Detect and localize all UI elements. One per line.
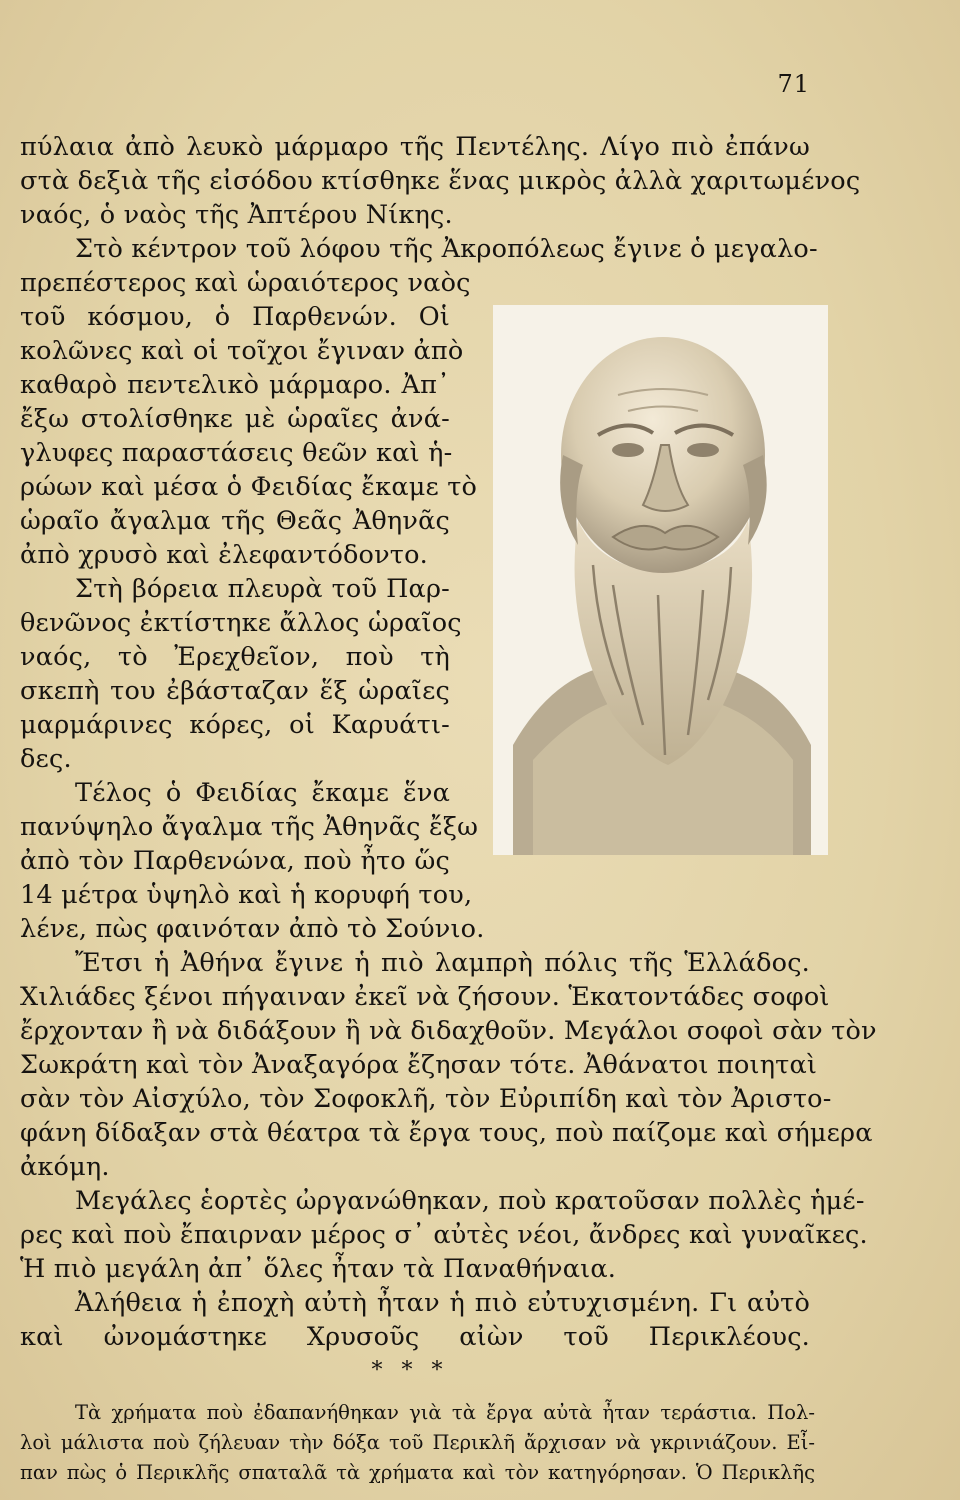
text-line: καὶ ὠνομάστηκε Χρυσοῦς αἰὼν τοῦ Περικλέους. [20,1322,810,1352]
text-line: Στὴ βόρεια πλευρὰ τοῦ Παρ- [75,574,450,604]
text-line: σκεπὴ του ἐβάσταζαν ἕξ ὡραῖες [20,676,450,706]
text-line: γλυφες παραστάσεις θεῶν καὶ ἡ- [20,438,453,468]
text-line: καθαρὸ πεντελικὸ μάρμαρο. Ἀπ᾽ [20,370,450,400]
text-line: στὰ δεξιὰ τῆς εἰσόδου κτίσθηκε ἕνας μικρὸς ἀλλὰ χαριτωμένος [20,166,861,196]
text-line: ἀπὸ τὸν Παρθενώνα, ποὺ ἦτο ὥς [20,846,450,876]
text-line: Ἀλήθεια ἡ ἐποχὴ αὐτὴ ἦταν ἡ πιὸ εὐτυχισμένη. Γι αὐτὸ [75,1288,810,1318]
text-line: ρώων καὶ μέσα ὁ Φειδίας ἔκαμε τὸ [20,472,478,502]
text-line: ἀπὸ χρυσὸ καὶ ἐλεφαντόδοντο. [20,540,428,570]
text-line: Ἔτσι ἡ Ἀθήνα ἔγινε ἡ πιὸ λαμπρὴ πόλις τῆς Ἑλλάδος. [75,948,810,978]
text-line: Ἡ πιὸ μεγάλη ἀπ᾽ ὅλες ἦταν τὰ Παναθήναια. [20,1254,617,1284]
text-line: Χιλιάδες ξένοι πήγαιναν ἐκεῖ νὰ ζήσουν. Ἑκατοντάδες σοφοὶ [20,982,830,1012]
text-line: Στὸ κέντρον τοῦ λόφου τῆς Ἀκροπόλεως ἔγινε ὁ μεγαλο- [75,234,818,264]
text-line: δες. [20,744,72,774]
text-line: κολῶνες καὶ οἱ τοῖχοι ἔγιναν ἀπὸ [20,336,464,366]
section-separator: * * * [371,1358,449,1383]
socrates-bust-illustration [493,305,828,855]
text-line: μαρμάρινες κόρες, οἱ Καρυάτι- [20,710,450,740]
text-line: πρεπέστερος καὶ ὡραιότερος ναὸς [20,268,471,298]
page-number: 71 [777,70,810,98]
text-line: Σωκράτη καὶ τὸν Ἀναξαγόρα ἔζησαν τότε. Ἀθάνατοι ποιηταὶ [20,1050,818,1080]
text-line: πανύψηλο ἄγαλμα τῆς Ἀθηνᾶς ἔξω [20,812,479,842]
footnote-line: Τὰ χρήματα ποὺ ἐδαπανήθηκαν γιὰ τὰ ἔργα αὐτὰ ἦταν τεράστια. Πολ- [75,1401,815,1424]
text-line: Τέλος ὁ Φειδίας ἔκαμε ἕνα [75,778,450,808]
text-line: ἀκόμη. [20,1152,110,1182]
text-line: ναός, ὁ ναὸς τῆς Ἀπτέρου Νίκης. [20,200,453,230]
text-line: λένε, πὼς φαινόταν ἀπὸ τὸ Σούνιο. [20,914,485,944]
text-line: τοῦ κόσμου, ὁ Παρθενών. Οἱ [20,302,450,332]
text-line: ἔξω στολίσθηκε μὲ ὡραῖες ἀνά- [20,404,450,434]
text-line: πύλαια ἀπὸ λευκὸ μάρμαρο τῆς Πεντέλης. Λίγο πιὸ ἐπάνω [20,132,810,162]
text-line: ρες καὶ ποὺ ἔπαιρναν μέρος σ᾽ αὐτὲς νέοι, ἄνδρες καὶ γυναῖκες. [20,1220,868,1250]
text-line: θενῶνος ἐκτίστηκε ἄλλος ὡραῖος [20,608,462,638]
text-line: ὡραῖο ἄγαλμα τῆς Θεᾶς Ἀθηνᾶς [20,506,450,536]
text-line: σὰν τὸν Αἰσχύλο, τὸν Σοφοκλῆ, τὸν Εὐριπίδη καὶ τὸν Ἀριστο- [20,1084,832,1114]
text-line: 14 μέτρα ὑψηλὸ καὶ ἡ κορυφή του, [20,880,473,910]
footnote-line: λοὶ μάλιστα ποὺ ζήλευαν τὴν δόξα τοῦ Περικλῆ ἄρχισαν νὰ γκρινιάζουν. Εἶ- [20,1431,815,1454]
text-line: Μεγάλες ἑορτὲς ὠργανώθηκαν, ποὺ κρατοῦσαν πολλὲς ἡμέ- [75,1186,865,1216]
text-line: ἔρχονταν ἢ νὰ διδάξουν ἢ νὰ διδαχθοῦν. Μεγάλοι σοφοὶ σὰν τὸν [20,1016,877,1046]
footnote-line: παν πὼς ὁ Περικλῆς σπαταλᾶ τὰ χρήματα καὶ τὸν κατηγόρησαν. Ὁ Περικλῆς [20,1461,815,1484]
text-line: ναός, τὸ Ἐρεχθεῖον, ποὺ τὴ [20,642,450,672]
text-line: φάνη δίδαξαν στὰ θέατρα τὰ ἔργα τους, ποὺ παίζομε καὶ σήμερα [20,1118,873,1148]
